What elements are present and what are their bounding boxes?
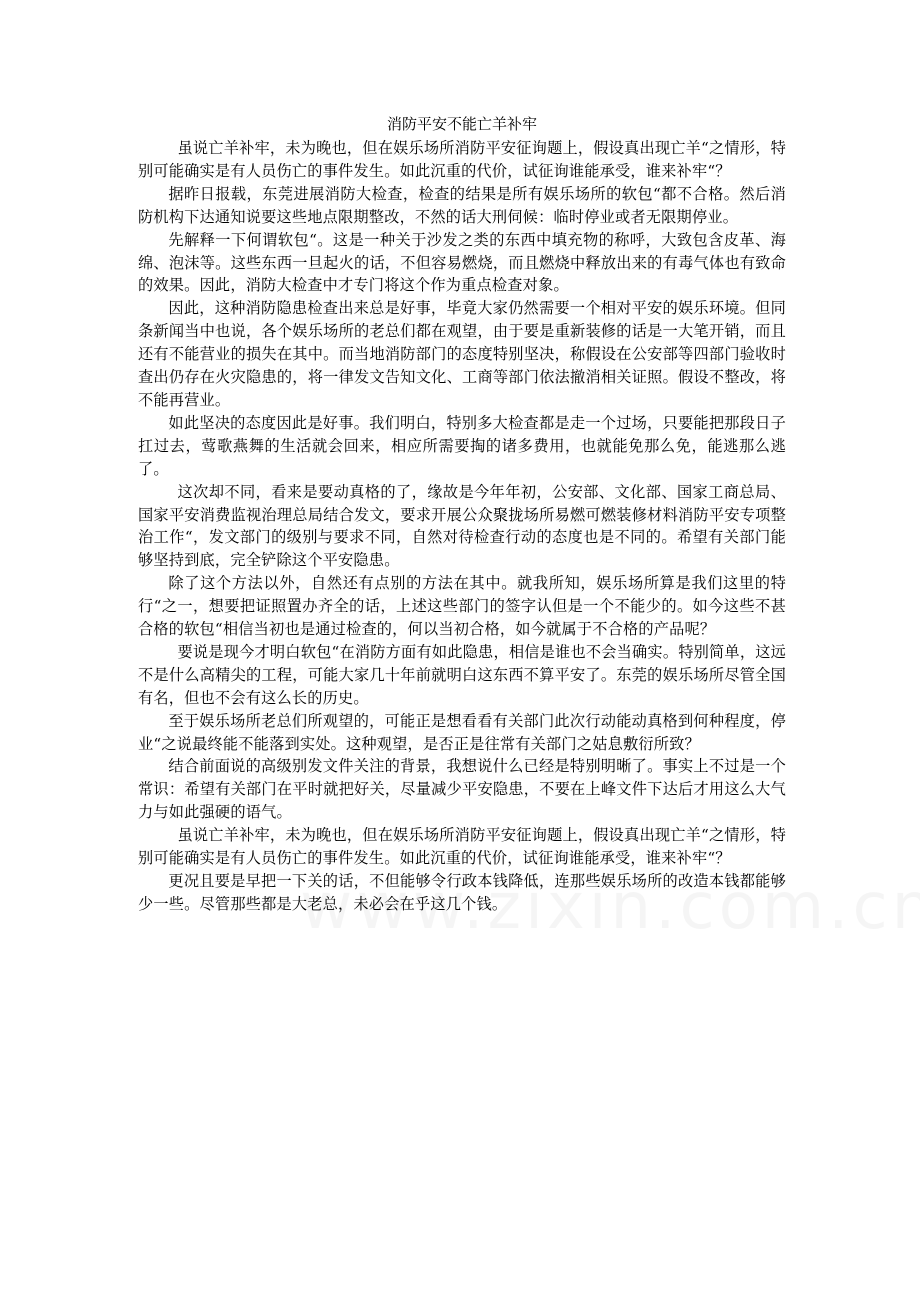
paragraph: 虽说亡羊补牢，未为晚也，但在娱乐场所消防平安征询题上，假设真出现亡羊“之情形，特别可能确实是有人员伤亡的事件发生。如此沉重的代价，试征询谁能承受，谁来补牢“？ [138,826,786,868]
paragraph: 据昨日报载，东莞进展消防大检查，检查的结果是所有娱乐场所的软包“都不合格。然后消防机构下达通知说要这些地点限期整改，不然的话大刑伺候：临时停业或者无限期停业。 [138,184,786,226]
paragraph: 除了这个方法以外，自然还有点别的方法在其中。就我所知，娱乐场所算是我们这里的特行“之一，想要把证照置办齐全的话，上述这些部门的签字认但是一个不能少的。如今这些不甚合格的软包“相信当初也是通过检查的，何以当初合格，如今就属于不合格的产品呢？ [138,574,786,639]
document-title: 消防平安不能亡羊补牢 [386,115,537,133]
document-page [138,112,786,916]
paragraph: 如此坚决的态度因此是好事。我们明白，特别多大检查都是走一个过场，只要能把那段日子扛过去，莺歌燕舞的生活就会回来，相应所需要掏的诸多费用，也就能免那么免，能逃那么逃了。 [138,413,786,478]
paragraph: 要说是现今才明白软包“在消防方面有如此隐患，相信是谁也不会当确实。特别简单，这远不是什么高精尖的工程，可能大家几十年前就明白这东西不算平安了。东莞的娱乐场所尽管全国有名，但也不会有这么长的历史。 [138,642,786,707]
paragraph: 这次却不同，看来是要动真格的了，缘故是今年年初，公安部、文化部、国家工商总局、国家平安消费监视治理总局结合发文，要求开展公众聚拢场所易燃可燃装修材料消防平安专项整治工作“，发文部门的级别与要求不同，自然对待检查行动的态度也是不同的。希望有关部门能够坚持到底，完全铲除这个平安隐患。 [138,482,786,570]
paragraph: 更况且要是早把一下关的话，不但能够令行政本钱降低，连那些娱乐场所的改造本钱都能够少一些。尽管那些都是大老总，未必会在乎这几个钱。 [138,872,786,913]
paragraph: 先解释一下何谓软包“。这是一种关于沙发之类的东西中填充物的称呼，大致包含皮革、海绵、泡沫等。这些东西一旦起火的话，不但容易燃烧，而且燃烧中释放出来的有毒气体也有致命的效果。因此，消防大检查中才专门将这个作为重点检查对象。 [138,230,786,295]
paragraph: 结合前面说的高级别发文件关注的背景，我想说什么已经是特别明晰了。事实上不过是一个常识：希望有关部门在平时就把好关，尽量减少平安隐患，不要在上峰文件下达后才用这么大气力与如此强硬的语气。 [138,757,786,822]
paragraph: 虽说亡羊补牢，未为晚也，但在娱乐场所消防平安征询题上，假设真出现亡羊“之情形，特别可能确实是有人员伤亡的事件发生。如此沉重的代价，试征询谁能承受，谁来补牢“？ [138,139,786,180]
paragraph: 因此，这种消防隐患检查出来总是好事，毕竟大家仍然需要一个相对平安的娱乐环境。但同条新闻当中也说，各个娱乐场所的老总们都在观望，由于要是重新装修的话是一大笔开销，而且还有不能营业的损失在其中。而当地消防部门的态度特别坚决，称假设在公安部等四部门验收时查出仍存在火灾隐患的，将一律发文告知文化、工商等部门依法撤消相关证照。假设不整改，将不能再营业。 [138,299,786,409]
paragraph: 至于娱乐场所老总们所观望的，可能正是想看看有关部门此次行动能动真格到何种程度，停业“之说最终能不能落到实处。这种观望，是否正是往常有关部门之姑息敷衍所致？ [138,711,786,753]
